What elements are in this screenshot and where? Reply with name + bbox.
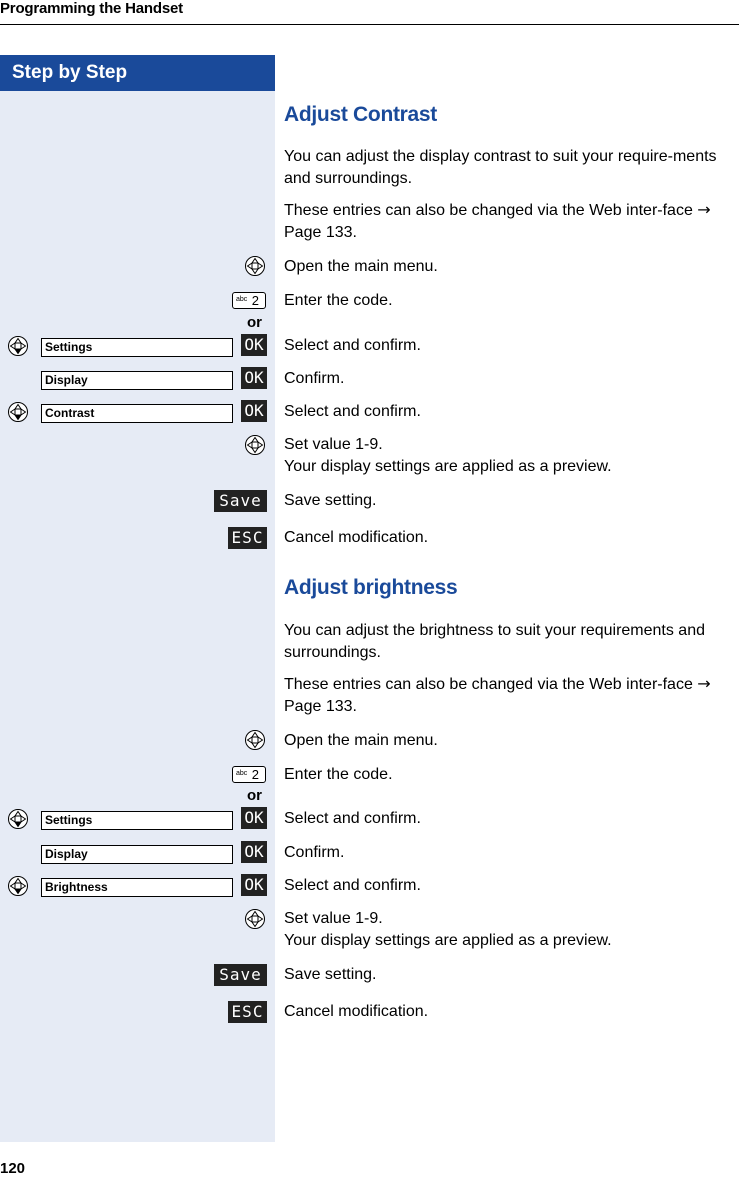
nav-key-icon: [7, 875, 29, 897]
step-text: Save setting.: [284, 492, 377, 509]
page-reference-link[interactable]: Page 133.: [284, 224, 357, 241]
ok-key[interactable]: OK: [241, 841, 267, 863]
step-text: Your display settings are applied as a preview.: [284, 458, 612, 475]
section-intro: You can adjust the display contrast to suit your require-ments and surroundings.: [284, 148, 717, 187]
step-text: Cancel modification.: [284, 529, 429, 546]
nav-key-icon: [7, 808, 29, 830]
running-header: Programming the Handset: [0, 0, 183, 17]
key-digit: 2: [251, 293, 259, 308]
page-number: 120: [0, 1160, 26, 1177]
web-note-text: These entries can also be changed via the Web inter-face: [284, 676, 693, 693]
step-text: Set value 1-9.: [284, 910, 383, 927]
keypad-key-2-icon: [232, 292, 266, 309]
step-text: Enter the code.: [284, 292, 393, 309]
step-text: Confirm.: [284, 370, 345, 387]
web-note: [284, 673, 739, 718]
key-letters: abc: [236, 770, 248, 777]
keypad-key-2-icon: [232, 766, 266, 783]
nav-key-icon: [7, 335, 29, 357]
ok-key[interactable]: OK: [241, 367, 267, 389]
step-text: Select and confirm.: [284, 403, 421, 420]
save-softkey[interactable]: Save: [214, 490, 267, 512]
save-softkey[interactable]: Save: [214, 964, 267, 986]
menu-item-settings[interactable]: Settings: [41, 338, 233, 357]
web-note-text: These entries can also be changed via the Web inter-face: [284, 202, 693, 219]
menu-item-contrast[interactable]: Contrast: [41, 404, 233, 423]
arrow-icon: →: [697, 200, 711, 219]
step-text: Set value 1-9.: [284, 436, 383, 453]
key-letters: abc: [236, 296, 248, 303]
ok-key[interactable]: OK: [241, 807, 267, 829]
key-digit: 2: [251, 767, 259, 782]
menu-item-brightness[interactable]: Brightness: [41, 878, 233, 897]
step-text: Open the main menu.: [284, 258, 438, 275]
or-label: or: [247, 787, 262, 804]
section-heading: Adjust brightness: [284, 576, 458, 599]
nav-key-icon: [7, 401, 29, 423]
or-label: or: [247, 314, 262, 331]
step-text: Select and confirm.: [284, 877, 421, 894]
nav-key-icon: [244, 908, 266, 930]
step-text: Save setting.: [284, 966, 377, 983]
section-heading: Adjust Contrast: [284, 103, 438, 126]
page-reference-link[interactable]: Page 133.: [284, 698, 357, 715]
step-text: Select and confirm.: [284, 810, 421, 827]
step-text: Your display settings are applied as a preview.: [284, 932, 612, 949]
menu-item-display[interactable]: Display: [41, 371, 233, 390]
header-divider: [0, 24, 739, 25]
nav-key-icon: [244, 255, 266, 277]
nav-key-icon: [244, 434, 266, 456]
step-text: Confirm.: [284, 844, 345, 861]
ok-key[interactable]: OK: [241, 334, 267, 356]
web-note: [284, 199, 739, 244]
ok-key[interactable]: OK: [241, 874, 267, 896]
section-intro: You can adjust the brightness to suit your requirements and surroundings.: [284, 622, 705, 661]
esc-softkey[interactable]: ESC: [228, 527, 267, 549]
menu-item-settings[interactable]: Settings: [41, 811, 233, 830]
ok-key[interactable]: OK: [241, 400, 267, 422]
step-text: Open the main menu.: [284, 732, 438, 749]
step-text: Enter the code.: [284, 766, 393, 783]
sidebar-title: Step by Step: [0, 55, 275, 91]
menu-item-display[interactable]: Display: [41, 845, 233, 864]
step-text: Cancel modification.: [284, 1003, 429, 1020]
step-text: Select and confirm.: [284, 337, 421, 354]
arrow-icon: →: [697, 674, 711, 693]
esc-softkey[interactable]: ESC: [228, 1001, 267, 1023]
nav-key-icon: [244, 729, 266, 751]
